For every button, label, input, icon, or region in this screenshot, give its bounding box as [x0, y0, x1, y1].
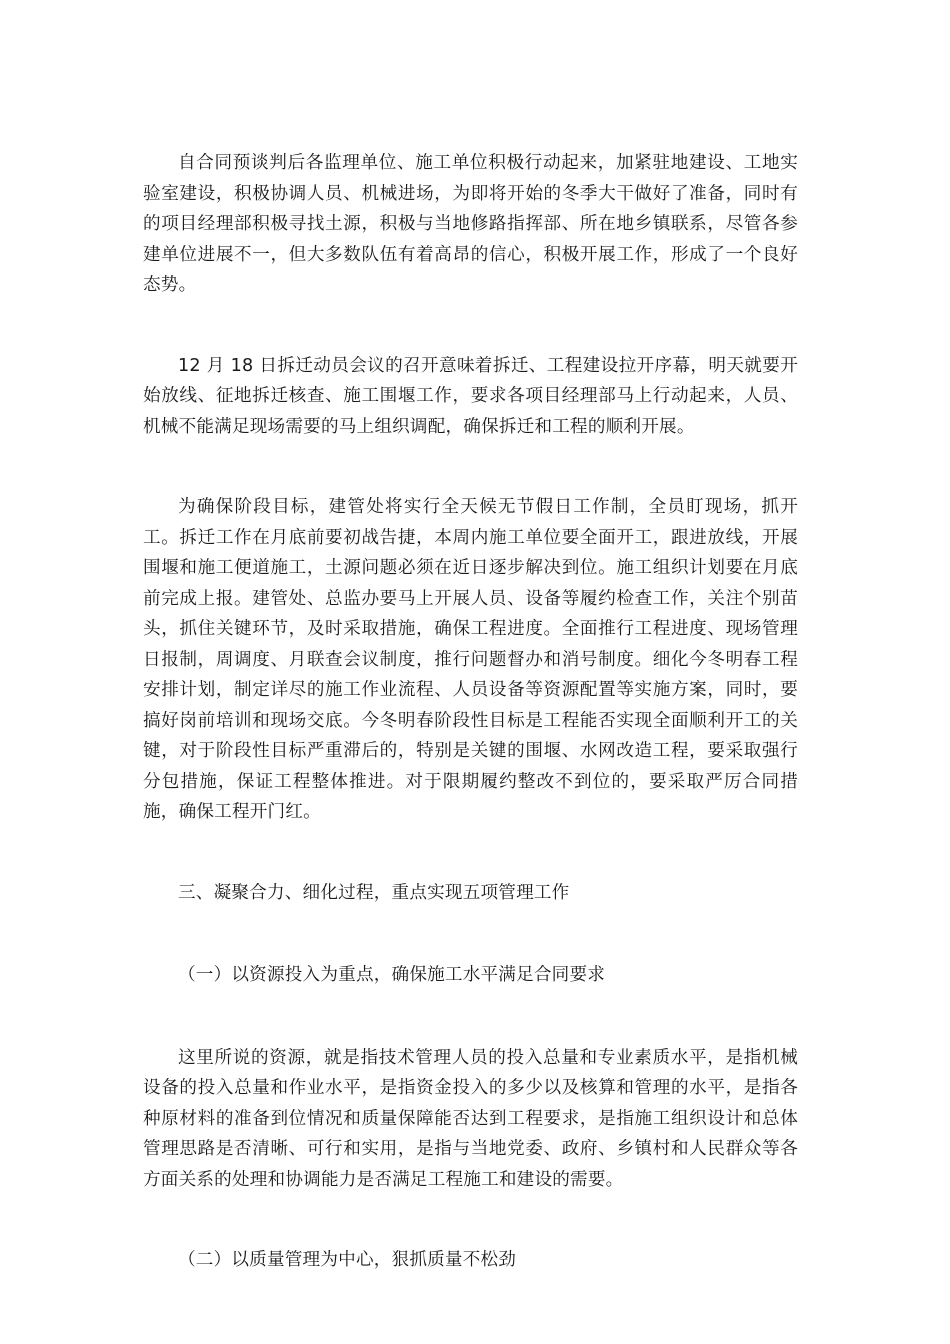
subheading-resource-input: （一）以资源投入为重点，确保施工水平满足合同要求 [178, 965, 606, 985]
paragraph-stage-goals: 为确保阶段目标，建管处将实行全天候无节假日工作制，全员盯现场，抓开工。拆迁工作在月底前要初战告捷，本周内施工单位要全面开工，跟进放线，开展围堰和施工便道施工，土源问题必须在近日逐步解决到位。施工组织计划要在月底前完成上报。建管处、总监办要马上开展人员、设备等履约检查工作，关注个别苗头，抓住关键环节，及时采取措施，确保工程进度。全面推行工程进度、现场管理日报制，周调度、月联查会议制度，推行问题督办和消号制度。细化今冬明春工程安排计划，制定详尽的施工作业流程、人员设备等资源配置等实施方案，同时，要搞好岗前培训和现场交底。今冬明春阶段性目标是工程能否实现全面顺利开工的关键，对于阶段性目标严重滞后的，特别是关键的围堰、水网改造工程，要采取强行分包措施，保证工程整体推进。对于限期履约整改不到位的，要采取严厉合同措施，确保工程开门红。 [143, 497, 798, 822]
document-page [143, 148, 798, 1276]
paragraph-demolition-meeting: 12 月 18 日拆迁动员会议的召开意味着拆迁、工程建设拉开序幕，明天就要开始放线、征地拆迁核查、施工围堰工作，要求各项目经理部马上行动起来，人员、机械不能满足现场需要的马上组织调配，确保拆迁和工程的顺利开展。 [143, 355, 798, 437]
section-heading-three: 三、凝聚合力、细化过程，重点实现五项管理工作 [178, 882, 570, 903]
paragraph-resources-definition: 这里所说的资源，就是指技术管理人员的投入总量和专业素质水平，是指机械设备的投入总量和作业水平，是指资金投入的多少以及核算和管理的水平，是指各种原材料的准备到位情况和质量保障能否达到工程要求，是指施工组织设计和总体管理思路是否清晰、可行和实用，是指与当地党委、政府、乡镇村和人民群众等各方面关系的处理和协调能力是否满足工程施工和建设的需要。 [143, 1047, 798, 1190]
paragraph-preparation-status: 自合同预谈判后各监理单位、施工单位积极行动起来，加紧驻地建设、工地实验室建设，积极协调人员、机械进场，为即将开始的冬季大干做好了准备，同时有的项目经理部积极寻找土源，积极与当地修路指挥部、所在地乡镇联系，尽管各参建单位进展不一，但大多数队伍有着高昂的信心，积极开展工作，形成了一个良好态势。 [143, 153, 798, 295]
subheading-quality-management: （二）以质量管理为中心，狠抓质量不松劲 [178, 1250, 517, 1270]
